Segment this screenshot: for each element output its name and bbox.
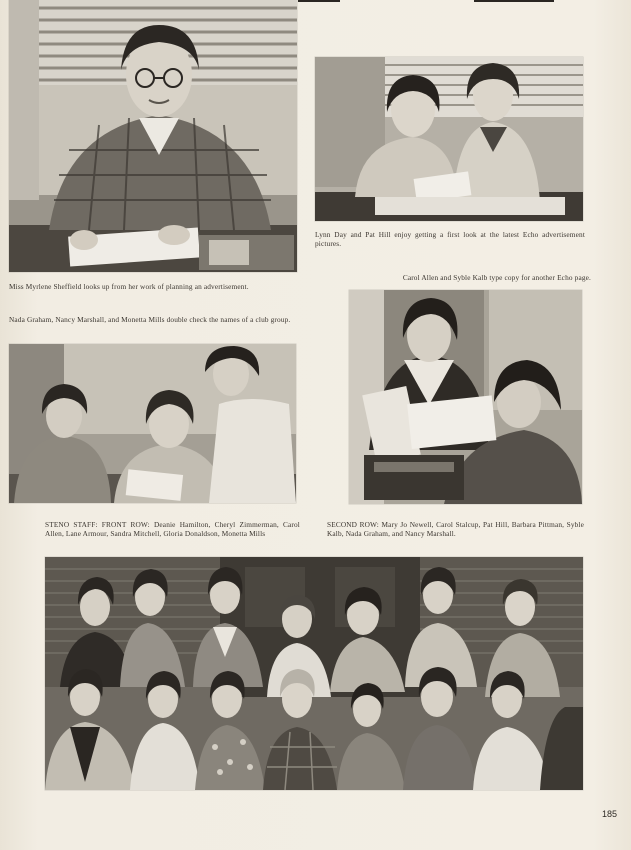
top-rule-left <box>298 0 340 2</box>
caption-sheffield: Miss Myrlene Sheffield looks up from her work of planning an advertisement. <box>9 282 249 291</box>
caption-graham-group: Nada Graham, Nancy Marshall, and Monetta Mills double check the names of a club group. <box>9 315 291 324</box>
photo-allen-kalb <box>349 290 582 504</box>
photo-day-hill <box>315 57 583 221</box>
page-number: 185 <box>601 809 617 819</box>
photo-sheffield <box>9 0 297 272</box>
caption-allen-kalb: Carol Allen and Syble Kalb type copy for another Echo page. <box>402 273 591 282</box>
caption-second-row: SECOND ROW: Mary Jo Newell, Carol Stalcup, Pat Hill, Barbara Pittman, Syble Kalb, Nada Graham, and Nancy Marshall. <box>327 520 584 539</box>
photo-graham-group <box>9 344 296 503</box>
top-rule-right <box>474 0 554 2</box>
photo-steno-staff <box>45 557 583 790</box>
caption-steno-front: STENO STAFF: FRONT ROW: Deanie Hamilton, Cheryl Zimmerman, Carol Allen, Lane Armour, Sandra Mitchell, Gloria Donaldson, Monetta Mills <box>45 520 300 539</box>
caption-day-hill: Lynn Day and Pat Hill enjoy getting a first look at the latest Echo advertisement pictures. <box>315 230 585 249</box>
